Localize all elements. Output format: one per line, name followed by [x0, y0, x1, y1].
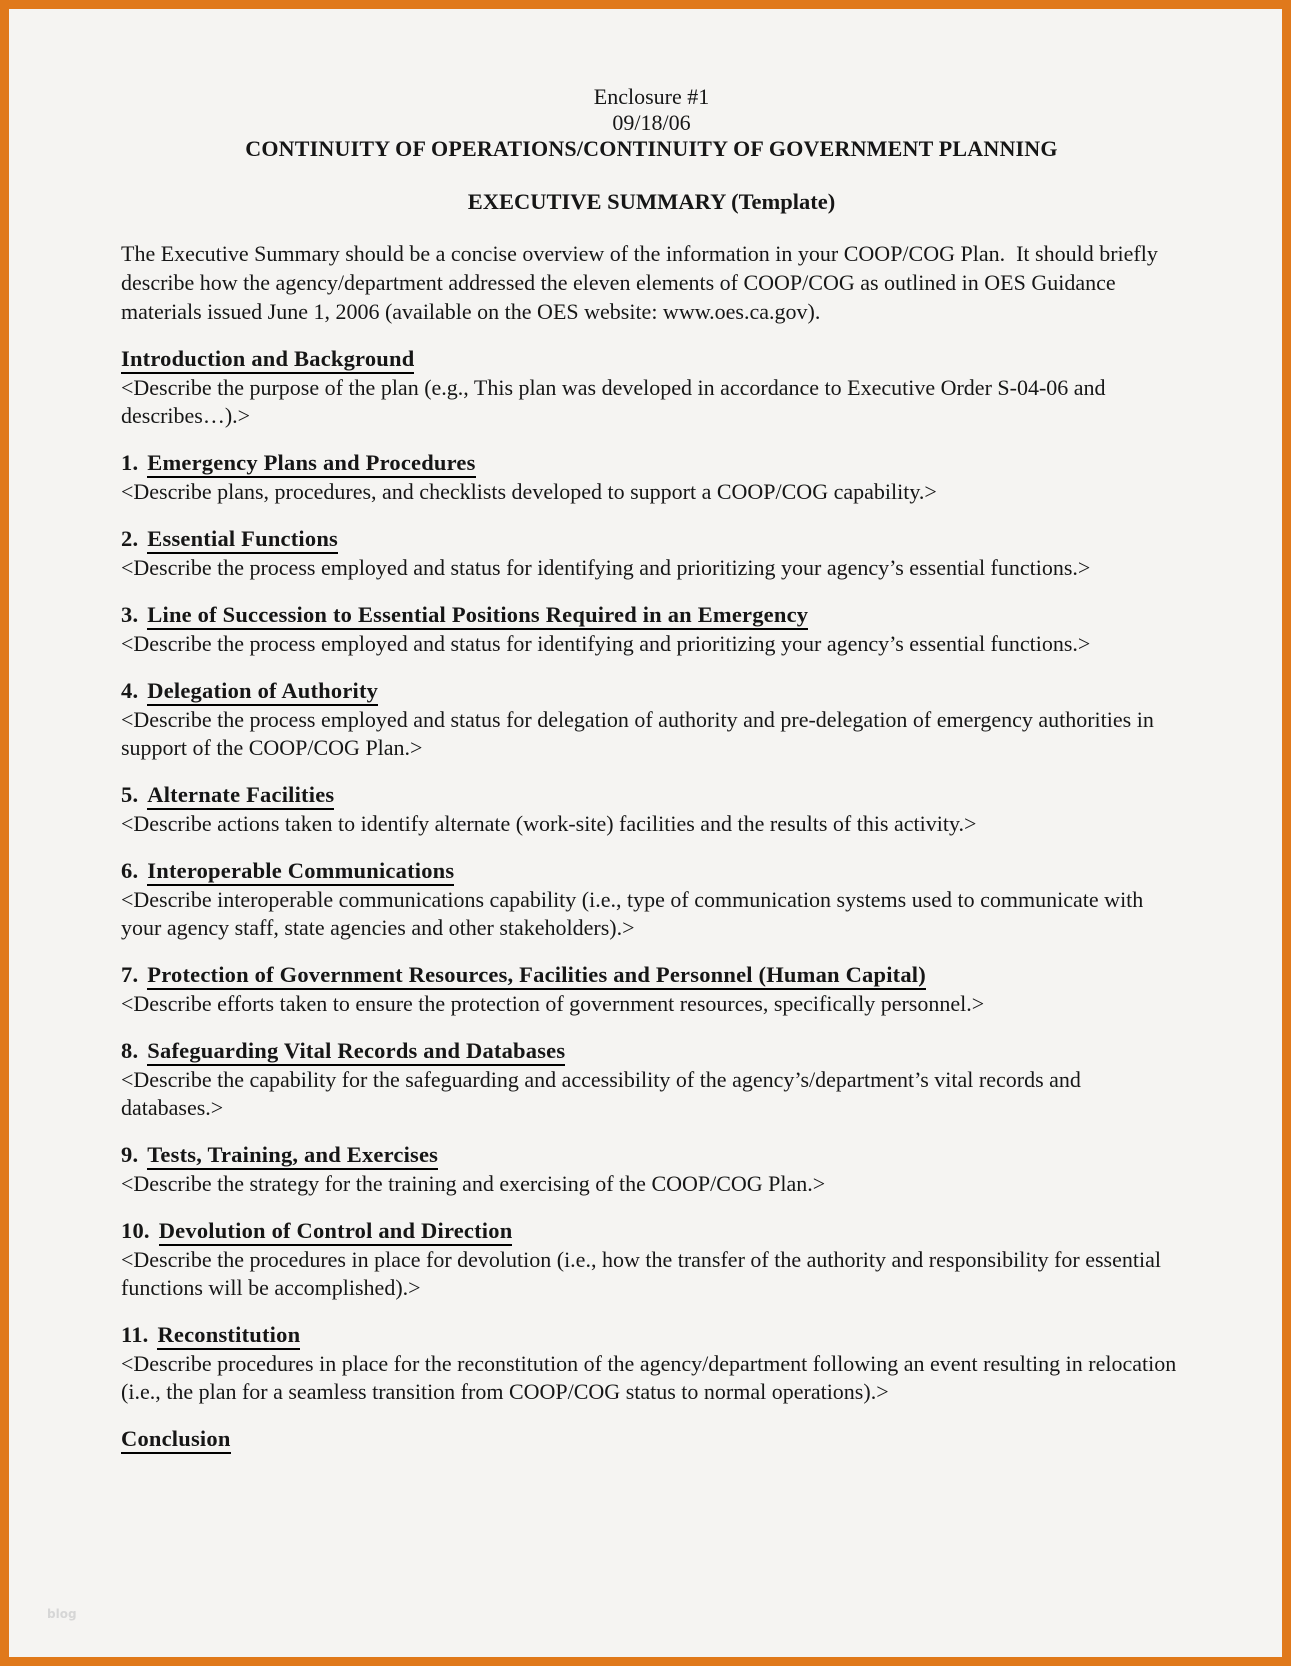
section-title: Devolution of Control and Direction: [159, 1218, 513, 1246]
section-heading: [121, 1216, 1182, 1245]
introduction-heading: [121, 344, 1182, 373]
numbered-section: [121, 600, 1182, 658]
section-body: <Describe actions taken to identify alternate (work-site) facilities and the results of this activity.>: [121, 811, 977, 836]
section-heading: [121, 960, 1182, 989]
section-title: Delegation of Authority: [147, 678, 378, 706]
section-number: 2.: [121, 526, 139, 551]
introduction-section: [121, 344, 1182, 430]
document-content: [9, 9, 1282, 1453]
section-heading: [121, 1140, 1182, 1169]
section-title: Tests, Training, and Exercises: [147, 1142, 438, 1170]
introduction-heading-text: Introduction and Background: [121, 346, 414, 374]
section-number: 9.: [121, 1142, 139, 1167]
section-title: Interoperable Communications: [147, 858, 454, 886]
section-heading: [121, 676, 1182, 705]
section-number: 1.: [121, 450, 139, 475]
section-number: 10.: [121, 1218, 150, 1243]
date-line: 09/18/06: [612, 110, 691, 135]
conclusion-heading-text: Conclusion: [121, 1426, 231, 1454]
section-title: Essential Functions: [147, 526, 338, 554]
intro-paragraph: The Executive Summary should be a concise overview of the information in your COOP/COG Plan. It should briefly describe how the agency/department addressed the eleven elements of COOP/COG as outlined in OES Guidance materials issued June 1, 2006 (available on the OES website: www.oes.ca.gov).: [121, 241, 1164, 324]
section-number: 11.: [121, 1322, 149, 1347]
numbered-section: [121, 1216, 1182, 1302]
section-heading: [121, 448, 1182, 477]
numbered-section: [121, 960, 1182, 1018]
numbered-section: [121, 856, 1182, 942]
section-heading: [121, 600, 1182, 629]
section-heading: [121, 856, 1182, 885]
section-number: 3.: [121, 602, 139, 627]
section-number: 5.: [121, 782, 139, 807]
section-body: <Describe the process employed and status for identifying and prioritizing your agency’s essential functions.>: [121, 555, 1091, 580]
document-subtitle: EXECUTIVE SUMMARY (Template): [467, 189, 836, 214]
section-title: Reconstitution: [157, 1322, 300, 1350]
numbered-section: [121, 780, 1182, 838]
section-number: 6.: [121, 858, 139, 883]
section-body: <Describe the strategy for the training and exercising of the COOP/COG Plan.>: [121, 1171, 826, 1196]
section-body: <Describe the procedures in place for devolution (i.e., how the transfer of the authority and responsibility for essential functions will be accomplished).>: [121, 1247, 1167, 1300]
section-heading: [121, 780, 1182, 809]
section-body: <Describe the capability for the safeguarding and accessibility of the agency’s/department’s vital records and databases.>: [121, 1067, 1087, 1120]
section-title: Protection of Government Resources, Facilities and Personnel (Human Capital): [147, 962, 926, 990]
blog-watermark: blog: [47, 1607, 77, 1621]
numbered-section: [121, 448, 1182, 506]
section-body: <Describe procedures in place for the reconstitution of the agency/department following an event resulting in relocation (i.e., the plan for a seamless transition from COOP/COG status to normal operations).>: [121, 1351, 1182, 1404]
numbered-section: [121, 1036, 1182, 1122]
section-number: 7.: [121, 962, 139, 987]
section-title: Emergency Plans and Procedures: [147, 450, 475, 478]
document-header: [121, 84, 1182, 216]
section-title: Line of Succession to Essential Positions Required in an Emergency: [147, 602, 808, 630]
section-body: <Describe plans, procedures, and checklists developed to support a COOP/COG capability.>: [121, 479, 937, 504]
section-body: <Describe the process employed and status for delegation of authority and pre-delegation of emergency authorities in support of the COOP/COG Plan.>: [121, 707, 1160, 760]
section-body: <Describe the process employed and status for identifying and prioritizing your agency’s essential functions.>: [121, 631, 1091, 656]
conclusion-heading: [121, 1424, 1182, 1453]
section-number: 8.: [121, 1038, 139, 1063]
section-number: 4.: [121, 678, 139, 703]
document-title: CONTINUITY OF OPERATIONS/CONTINUITY OF GOVERNMENT PLANNING: [245, 136, 1058, 161]
numbered-section: [121, 1140, 1182, 1198]
section-heading: [121, 524, 1182, 553]
section-body: <Describe efforts taken to ensure the protection of government resources, specifically personnel.>: [121, 991, 985, 1016]
introduction-body: <Describe the purpose of the plan (e.g., This plan was developed in accordance to Executive Order S-04-06 and describes…).>: [121, 375, 1112, 428]
numbered-sections: [121, 448, 1182, 1406]
section-body: <Describe interoperable communications capability (i.e., type of communication systems used to communicate with your agency staff, state agencies and other stakeholders).>: [121, 887, 1149, 940]
numbered-section: [121, 1320, 1182, 1406]
section-title: Alternate Facilities: [147, 782, 334, 810]
enclosure-line: Enclosure #1: [593, 84, 710, 109]
section-heading: [121, 1036, 1182, 1065]
numbered-section: [121, 524, 1182, 582]
numbered-section: [121, 676, 1182, 762]
section-title: Safeguarding Vital Records and Databases: [147, 1038, 565, 1066]
conclusion-section: [121, 1424, 1182, 1453]
section-heading: [121, 1320, 1182, 1349]
